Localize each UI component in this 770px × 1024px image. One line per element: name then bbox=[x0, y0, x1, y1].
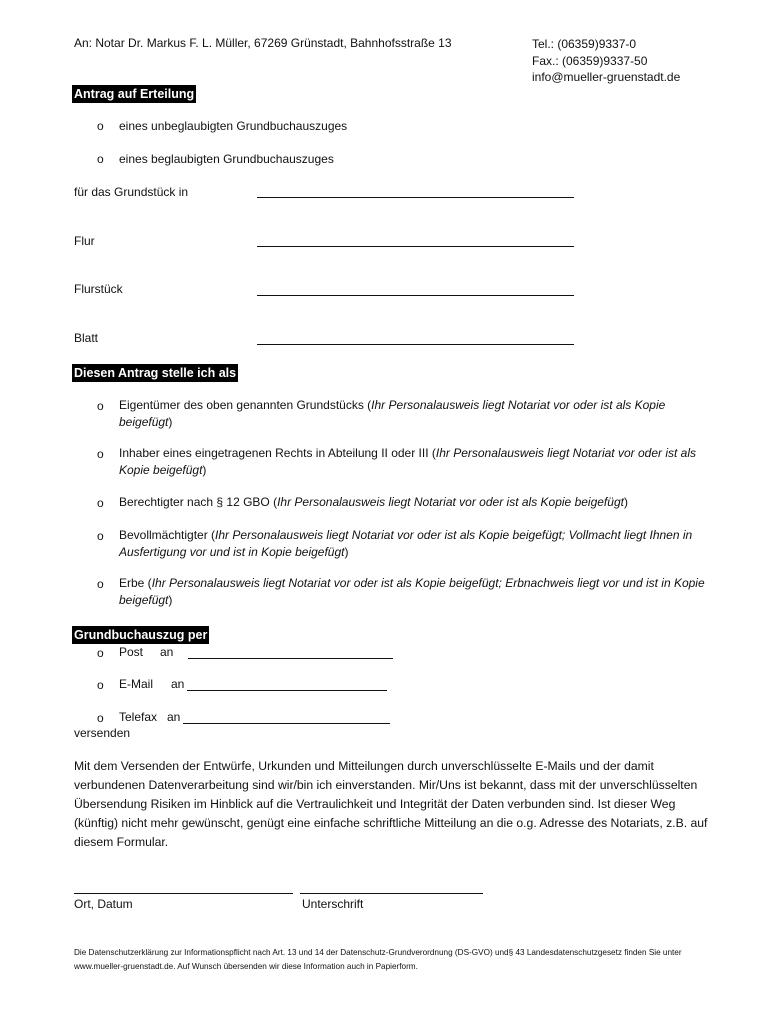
versenden-label: versenden bbox=[74, 726, 131, 740]
blatt-input-line[interactable] bbox=[257, 344, 574, 345]
option-inhaber: Inhaber eines eingetragenen Rechts in Abteilung II oder III (Ihr Personalausweis liegt Notariat vor oder ist als Kopie beigefügt) bbox=[119, 446, 696, 477]
field-label-blatt: Blatt bbox=[74, 331, 99, 345]
phone-number: Tel.: (06359)9337-0 bbox=[532, 37, 637, 51]
flurstueck-input-line[interactable] bbox=[257, 295, 574, 296]
flur-input-line[interactable] bbox=[257, 246, 574, 247]
option-bullet[interactable]: o bbox=[97, 152, 104, 166]
email-address-line[interactable] bbox=[187, 690, 387, 691]
section-title-antragsteller: Diesen Antrag stelle ich als bbox=[74, 366, 237, 380]
field-label-flurstueck: Flurstück bbox=[74, 282, 123, 296]
option-bullet[interactable]: o bbox=[97, 119, 104, 133]
option-bullet[interactable]: o bbox=[97, 529, 104, 543]
place-date-label: Ort, Datum bbox=[74, 897, 133, 911]
option-bevollmaechtigter: Bevollmächtigter (Ihr Personalausweis liegt Notariat vor oder ist als Kopie beigefügt; Vollmacht liegt Ihnen in Ausfertigung vor und ist in Kopie beigefügt) bbox=[119, 528, 693, 559]
email-address: info@mueller-gruenstadt.de bbox=[532, 70, 681, 84]
option-bullet[interactable]: o bbox=[97, 646, 104, 660]
post-address-line[interactable] bbox=[188, 658, 393, 659]
option-post: Post bbox=[119, 645, 144, 659]
contact-block bbox=[532, 36, 680, 86]
option-berechtigter: Berechtigter nach § 12 GBO (Ihr Personalausweis liegt Notariat vor oder ist als Kopie beigefügt) bbox=[119, 495, 628, 509]
telefax-an-label: an bbox=[167, 710, 181, 724]
option-beglaubigt: eines beglaubigten Grundbuchauszuges bbox=[119, 152, 334, 166]
option-erbe: Erbe (Ihr Personalausweis liegt Notariat vor oder ist als Kopie beigefügt; Erbnachweis liegt vor und ist in Kopie beigefügt) bbox=[119, 576, 705, 607]
telefax-number-line[interactable] bbox=[183, 723, 390, 724]
field-label-grundstueck: für das Grundstück in bbox=[74, 185, 189, 199]
section-title-antrag: Antrag auf Erteilung bbox=[74, 87, 195, 101]
option-bullet[interactable]: o bbox=[97, 399, 104, 413]
option-bullet[interactable]: o bbox=[97, 496, 104, 510]
recipient-address: An: Notar Dr. Markus F. L. Müller, 67269 Grünstadt, Bahnhofsstraße 13 bbox=[74, 36, 452, 50]
signature-label: Unterschrift bbox=[302, 897, 364, 911]
option-telefax: Telefax bbox=[119, 710, 158, 724]
fax-number: Fax.: (06359)9337-50 bbox=[532, 53, 648, 68]
option-email: E-Mail bbox=[119, 677, 154, 691]
signature-line[interactable] bbox=[300, 893, 483, 894]
email-an-label: an bbox=[171, 677, 185, 691]
option-unbeglaubigt: eines unbeglaubigten Grundbuchauszuges bbox=[119, 119, 348, 133]
consent-paragraph: Mit dem Versenden der Entwürfe, Urkunden und Mitteilungen durch unverschlüsselte E-Mails und der damit verbundenen Datenverarbeitung sind wir/bin ich einverstanden. Mir/Uns ist bekannt, dass mit der unverschlüsselten Übersendung Risiken im Hinblick auf die Vertraulichkeit und Integrität der Daten verbunden sind. Ist dieser Weg (künftig) nicht mehr gewünscht, genügt eine einfache schriftliche Mitteilung an die o.g. Adresse des Notariats, z.B. auf diesem Formular. bbox=[74, 759, 708, 849]
place-date-line[interactable] bbox=[74, 893, 293, 894]
grundstueck-input-line[interactable] bbox=[257, 197, 574, 198]
option-bullet[interactable]: o bbox=[97, 678, 104, 692]
field-label-flur: Flur bbox=[74, 234, 95, 248]
option-bullet[interactable]: o bbox=[97, 577, 104, 591]
option-bullet[interactable]: o bbox=[97, 711, 104, 725]
option-bullet[interactable]: o bbox=[97, 447, 104, 461]
option-eigentuemer: Eigentümer des oben genannten Grundstücks (Ihr Personalausweis liegt Notariat vor oder ist als Kopie beigefügt) bbox=[119, 398, 666, 429]
post-an-label: an bbox=[160, 645, 174, 659]
privacy-footer: Die Datenschutzerklärung zur Informationspflicht nach Art. 13 und 14 der Datenschutz-Grundverordnung (DS-GVO) und§ 43 Landesdatenschutzgesetz finden Sie unter www.mueller-gruenstadt.de. Auf Wunsch übersenden wir diese Information auch in Papierform. bbox=[74, 948, 682, 971]
section-title-versand: Grundbuchauszug per bbox=[74, 628, 208, 642]
